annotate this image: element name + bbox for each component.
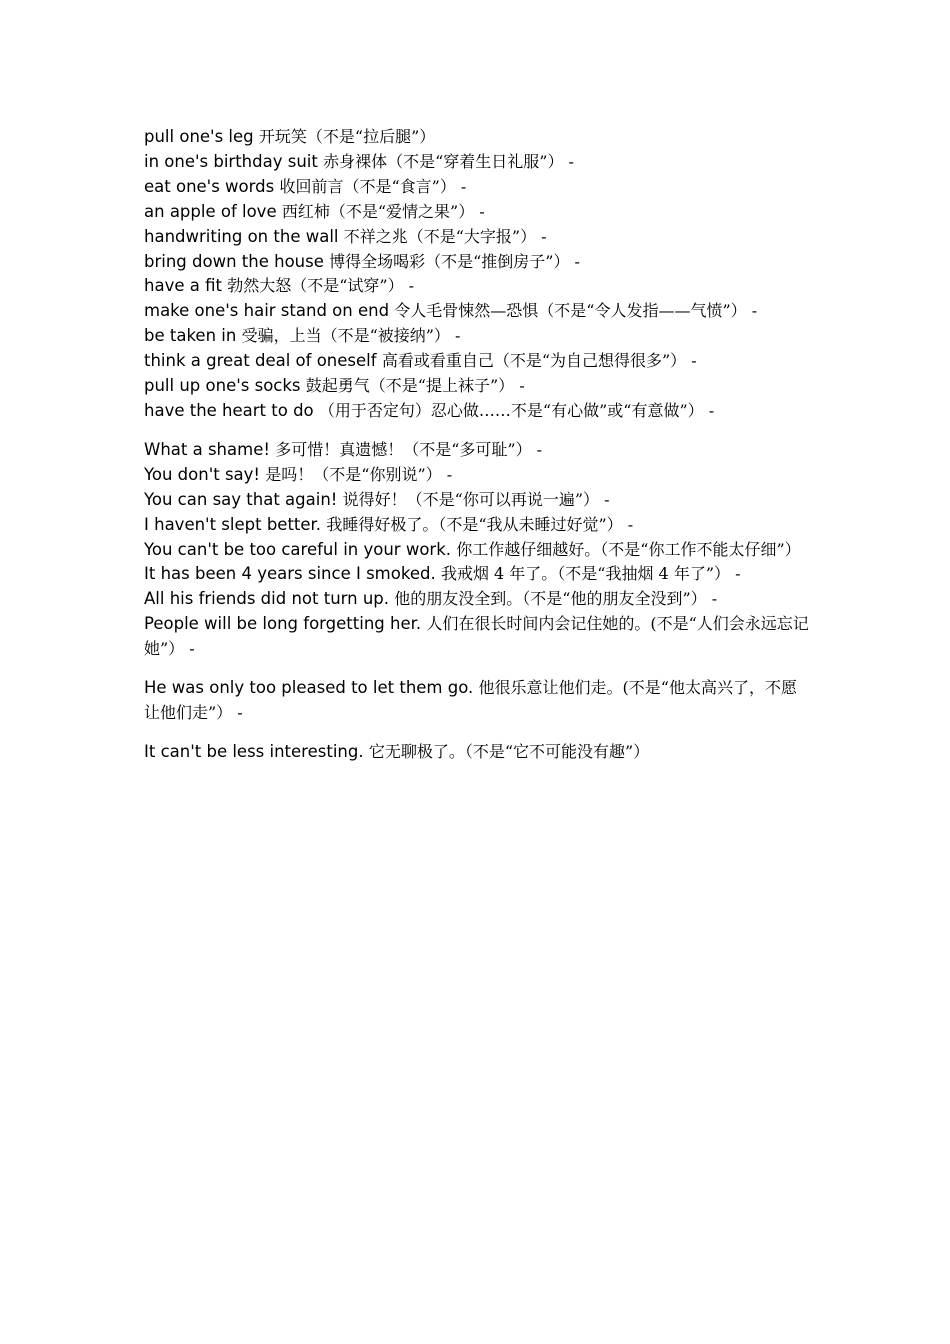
chinese-meaning: 西红柿（不是“爱情之果”） -	[281, 201, 485, 221]
phrase-line	[144, 740, 812, 765]
chinese-meaning: 收回前言（不是“食言”） -	[279, 176, 467, 196]
paragraph-gap	[144, 424, 812, 438]
chinese-meaning: 我睡得好极了。（不是“我从未睡过好觉”） -	[326, 514, 634, 534]
english-phrase: in one's birthday suit	[144, 151, 324, 171]
english-phrase: You can say that again!	[144, 489, 343, 509]
phrase-line	[144, 349, 812, 374]
english-phrase: All his friends did not turn up.	[144, 589, 395, 609]
phrase-line	[144, 463, 812, 488]
phrase-line	[144, 374, 812, 399]
english-phrase: handwriting on the wall	[144, 226, 344, 246]
english-phrase: It can't be less interesting.	[144, 741, 369, 761]
phrase-line	[144, 587, 812, 612]
english-phrase: bring down the house	[144, 251, 330, 271]
english-phrase: have the heart to do	[144, 400, 319, 420]
chinese-meaning: 不祥之兆（不是“大字报”） -	[343, 226, 547, 246]
english-phrase: eat one's words	[144, 176, 280, 196]
english-phrase: What a shame!	[144, 439, 276, 459]
english-phrase: think a great deal of oneself	[144, 351, 382, 371]
phrase-line	[144, 562, 812, 587]
document-body	[144, 125, 812, 765]
english-phrase: I haven't slept better.	[144, 514, 327, 534]
phrase-group-sentences	[144, 438, 812, 662]
phrase-line	[144, 175, 812, 200]
english-phrase: You don't say!	[144, 464, 266, 484]
phrase-line	[144, 200, 812, 225]
chinese-meaning: （用于否定句）忍心做……不是“有心做”或“有意做”） -	[318, 400, 715, 420]
chinese-meaning: 它无聊极了。（不是“它不可能没有趣”）	[368, 741, 650, 761]
chinese-meaning: 他很乐意让他们走。(不是“他太高兴了，不愿让他们走”） -	[144, 678, 797, 722]
phrase-line	[144, 538, 812, 563]
chinese-meaning: 是吗！（不是“你别说”） -	[265, 464, 453, 484]
chinese-meaning: 多可惜！真遗憾！（不是“多可耻”） -	[275, 439, 543, 459]
phrase-line	[144, 438, 812, 463]
chinese-meaning: 人们在很长时间内会记住她的。(不是“人们会永远忘记她”） -	[144, 614, 809, 659]
chinese-meaning: 博得全场喝彩（不是“推倒房子”） -	[329, 251, 580, 271]
chinese-meaning: 说得好！（不是“你可以再说一遍”） -	[342, 489, 610, 509]
chinese-meaning: 他的朋友没全到。（不是“他的朋友全没到”） -	[394, 589, 718, 609]
english-phrase: pull one's leg	[144, 127, 259, 146]
phrase-line	[144, 250, 812, 275]
english-phrase: have a fit	[144, 276, 228, 296]
chinese-meaning: 你工作越仔细越好。（不是“你工作不能太仔细”）	[456, 539, 801, 559]
chinese-meaning: 勃然大怒（不是“试穿”） -	[227, 276, 415, 296]
chinese-meaning: 令人毛骨悚然—恐惧（不是“令人发指——气愤”） -	[394, 301, 758, 321]
phrase-line	[144, 225, 812, 250]
phrase-group-sentence-pleased	[144, 676, 812, 726]
english-phrase: pull up one's socks	[144, 376, 306, 396]
chinese-meaning: 高看或看重自己（不是“为自己想得很多”） -	[381, 351, 697, 371]
phrase-line	[144, 150, 812, 175]
phrase-line	[144, 513, 812, 538]
english-phrase: make one's hair stand on end	[144, 301, 395, 321]
paragraph-gap	[144, 662, 812, 676]
chinese-meaning: 开玩笑（不是“拉后腿”）	[258, 127, 436, 146]
english-phrase: He was only too pleased to let them go.	[144, 678, 479, 698]
phrase-group-idioms	[144, 125, 812, 424]
paragraph-gap	[144, 726, 812, 740]
english-phrase: It has been 4 years since I smoked.	[144, 564, 441, 584]
phrase-line	[144, 488, 812, 513]
english-phrase: People will be long forgetting her.	[144, 614, 427, 634]
phrase-group-sentence-interesting	[144, 740, 812, 765]
phrase-line	[144, 125, 812, 150]
chinese-meaning: 受骗，上当（不是“被接纳”） -	[241, 326, 461, 346]
english-phrase: be taken in	[144, 326, 242, 346]
phrase-line	[144, 324, 812, 349]
phrase-line	[144, 274, 812, 299]
phrase-line	[144, 399, 812, 424]
phrase-line	[144, 676, 812, 726]
phrase-line	[144, 612, 812, 662]
phrase-line	[144, 299, 812, 324]
chinese-meaning: 鼓起勇气（不是“提上袜子”） -	[305, 376, 525, 396]
english-phrase: You can't be too careful in your work.	[144, 539, 457, 559]
chinese-meaning: 我戒烟 4 年了。（不是“我抽烟 4 年了”） -	[440, 564, 741, 584]
chinese-meaning: 赤身裸体（不是“穿着生日礼服”） -	[323, 151, 574, 171]
english-phrase: an apple of love	[144, 201, 282, 221]
